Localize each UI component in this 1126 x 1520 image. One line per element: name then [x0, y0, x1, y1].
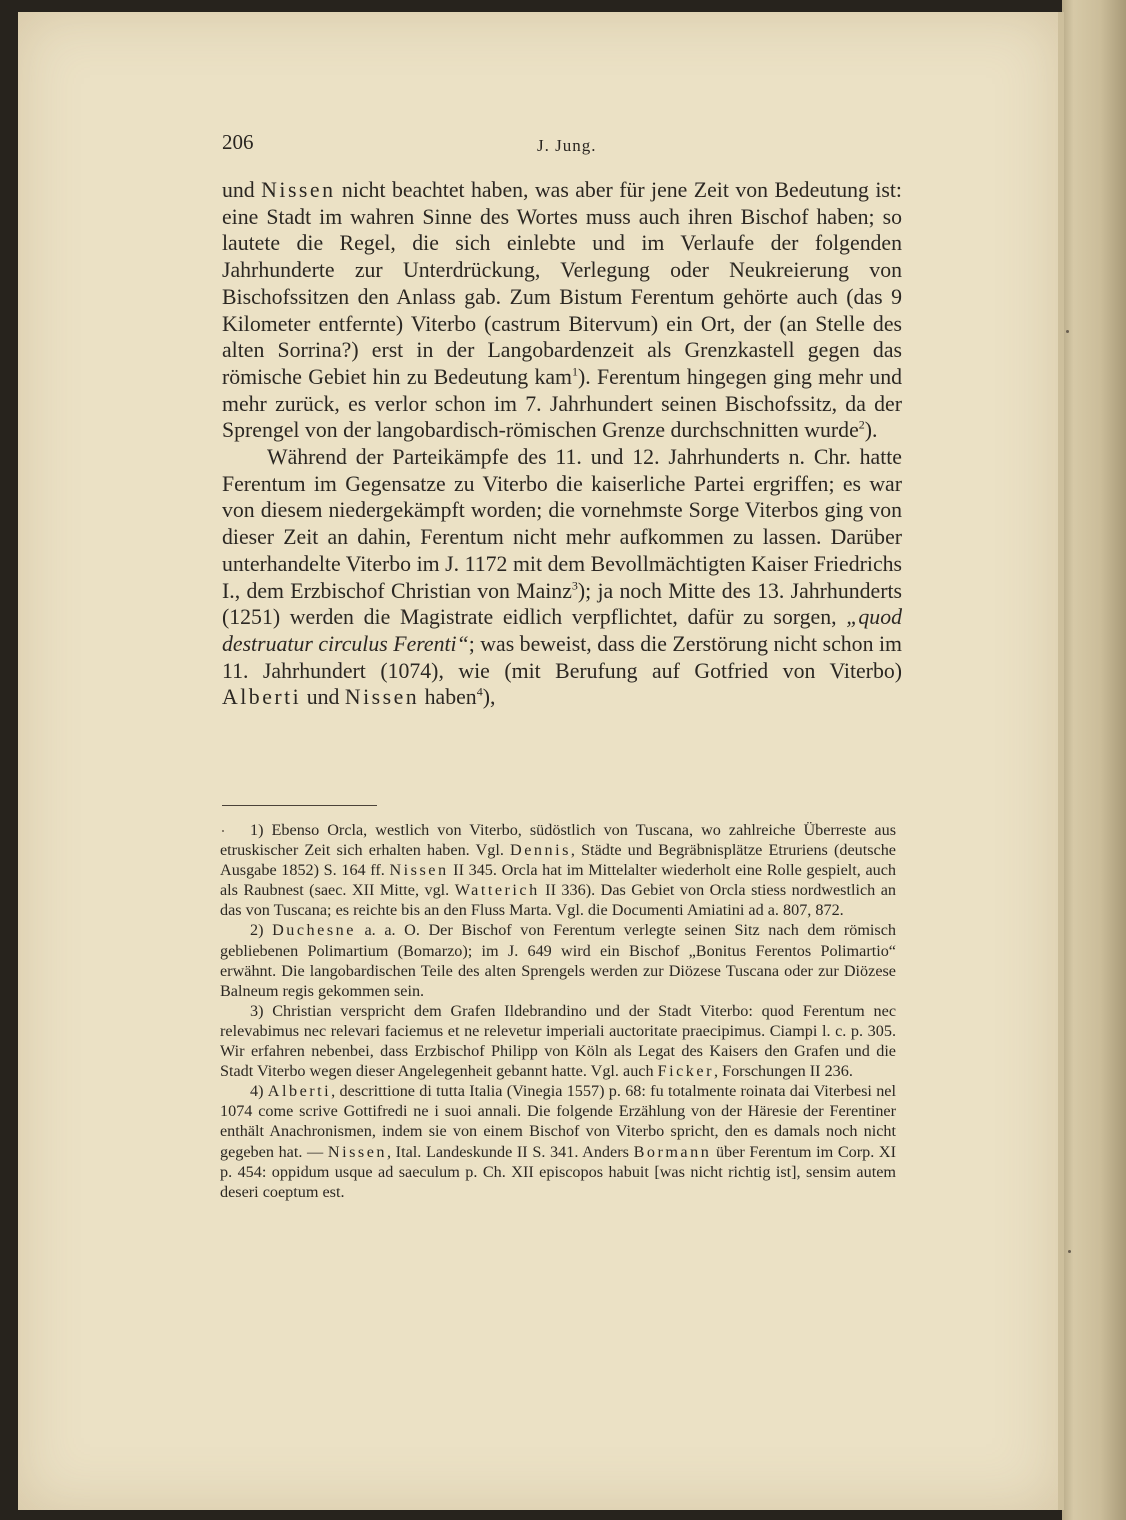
footnote-ref-4: 4	[476, 685, 483, 700]
text-run: 3) Christian verspricht dem Grafen Ildebrandino und der Stadt Viterbo: quod Ferentum nec relevabimus nec relevari faciemus et ne relevetur imperiali auctoritate praecipimus. Ciampi l. c. p. 305. Wir erfahren nebenbei, dass Erzbischof Philipp von Köln als Legat des Kaisers den Grafen und die Stadt Viterbo wegen dieser Angelegenheit gebannt hatte. Vgl. auch	[220, 1001, 896, 1081]
author-name: Duchesne	[272, 921, 356, 940]
footnote-2	[220, 920, 896, 1000]
footnote-3	[220, 1001, 896, 1081]
book-spine	[1062, 0, 1126, 1520]
text-run: ). Ferentum hingegen ging mehr und mehr zurück, es verlor schon im 7. Jahrhundert seinen Bischofssitz, da der Sprengel von der langobardisch-römischen Grenze durchschnitten wurde	[222, 364, 902, 443]
text-run: 2)	[250, 921, 273, 940]
author-name: Watterich	[454, 881, 540, 900]
author-name: Nissen	[344, 685, 420, 710]
page-edge	[1058, 12, 1064, 1510]
text-run: 4)	[250, 1082, 268, 1101]
text-run: II 345. Orcla hat im Mittelalter wiederholt eine Rolle gespielt, auch als Raubnest (saec. XII Mitte, vgl.	[220, 861, 897, 900]
footnote-4	[220, 1081, 896, 1202]
author-name: Alberti	[267, 1082, 332, 1101]
text-run: nicht beachtet haben, was aber für jene Zeit von Bedeutung ist: eine Stadt im wahren Sinne des Wortes muss auch ihren Bischof haben; so lautete die Regel, die sich einlebte und im Verlaufe der folgenden Jahrhunderte zur Unterdrückung, Verlegung oder Neukreierung von Bischofssitzen den Anlass gab. Zum Bistum Ferentum gehörte auch (das 9 Kilometer entfernte) Viterbo (castrum Bitervum) ein Ort, der (an Stelle des alten Sorrina?) erst in der Langobardenzeit als Grenzkastell gegen das römische Gebiet hin zu Bedeutung kam	[222, 178, 902, 389]
paragraph-1	[222, 177, 902, 444]
text-run: II 336). Das Gebiet von Orcla stiess nordwestlich an das von Tuscana; es reichte bis an den Fluss Marta. Vgl. die Documenti Amiatini ad a. 807, 872.	[220, 881, 896, 920]
text-run: , Forschungen II 236.	[713, 1062, 853, 1081]
footnote-divider	[222, 805, 377, 806]
main-text	[222, 177, 902, 711]
running-head	[222, 128, 902, 168]
footnote-ref-2: 2	[858, 418, 865, 433]
author-name: Nissen	[261, 178, 336, 202]
text-run: , descrittione di tutta Italia (Vinegia 1557) p. 68: fu totalmente roinata dai Viterbesi nel 1074 come scrive Gottifredi ne i suoi annali. Die folgende Erzählung von der Häresie der Ferentiner enthält Anachronismen, indem sie von einem Bischof von Viterbo spricht, den es damals noch nicht gegeben hat. —	[220, 1082, 896, 1161]
paper-speck	[1066, 330, 1069, 333]
text-run: ),	[482, 685, 496, 710]
paragraph-2	[222, 444, 902, 711]
footnote-ref-1: 1	[572, 364, 578, 379]
text-run: und	[222, 178, 262, 202]
text-run: haben	[419, 685, 477, 710]
text-run: ; was beweist, dass die Zerstörung nicht schon im 11. Jahrhundert (1074), wie (mit Berufung auf Gotfried von Viterbo)	[222, 631, 902, 683]
author-name: Dennis	[510, 841, 571, 860]
text-run: , Ital. Landeskunde II S. 341. Anders	[386, 1142, 634, 1161]
text-run: und	[301, 685, 345, 710]
author-name: Nissen	[327, 1142, 387, 1161]
text-run: über Ferentum im Corp. XI p. 454: oppidum usque ad saeculum p. Ch. XII episcopos habuit [was nicht richtig ist], sensim autem deseri coeptum est.	[220, 1142, 896, 1201]
page-number: 206	[222, 130, 254, 154]
text-run: 1) Ebenso Orcla, westlich von Viterbo, südöstlich von Tuscana, wo zahlreiche Überreste aus etruskischer Zeit sich erhalten haben. Vgl.	[220, 821, 896, 860]
author-name: Alberti	[222, 685, 302, 710]
text-run: , Städte und Begräbnisplätze Etruriens (deutsche Ausgabe 1852) S. 164 ff.	[220, 841, 896, 880]
text-run: a. a. O. Der Bischof von Ferentum verlegte seinen Sitz nach dem römisch gebliebenen Polimartium (Bomarzo); im J. 649 wird ein Bischof „Bonitus Ferentos Polimartio“ erwähnt. Die langobardischen Teile des alten Sprengels werden zur Diözese Tuscana oder zur Diözese Balneum regis gekommen sein.	[220, 921, 896, 1000]
text-run: ); ja noch Mitte des 13. Jahrhunderts (1251) werden die Magistrate eidlich verpflichtet, dafür zu sorgen,	[222, 578, 902, 630]
latin-quote: „quod destruatur circulus Ferenti“	[222, 605, 902, 656]
text-run: ).	[864, 418, 878, 443]
author-name: Bormann	[633, 1142, 712, 1161]
running-title: J. Jung.	[537, 136, 597, 155]
footnote-1	[220, 820, 896, 920]
author-name: Ficker	[657, 1062, 714, 1081]
footnote-ref-3: 3	[571, 578, 578, 593]
footnotes	[220, 820, 896, 1202]
author-name: Nissen	[389, 861, 449, 880]
paper-speck	[1068, 1250, 1071, 1253]
text-run: Während der Parteikämpfe des 11. und 12. Jahrhunderts n. Chr. hatte Ferentum im Gegensatze zu Viterbo die kaiserliche Partei ergriffen; es war von diesem niedergekämpft worden; die vornehmste Sorge Viterbos ging von dieser Zeit an dahin, Ferentum nicht mehr aufkommen zu lassen. Darüber unterhandelte Viterbo im J. 1172 mit dem Bevollmächtigten Kaiser Friedrichs I., dem Erzbischof Christian von Mainz	[222, 445, 902, 603]
